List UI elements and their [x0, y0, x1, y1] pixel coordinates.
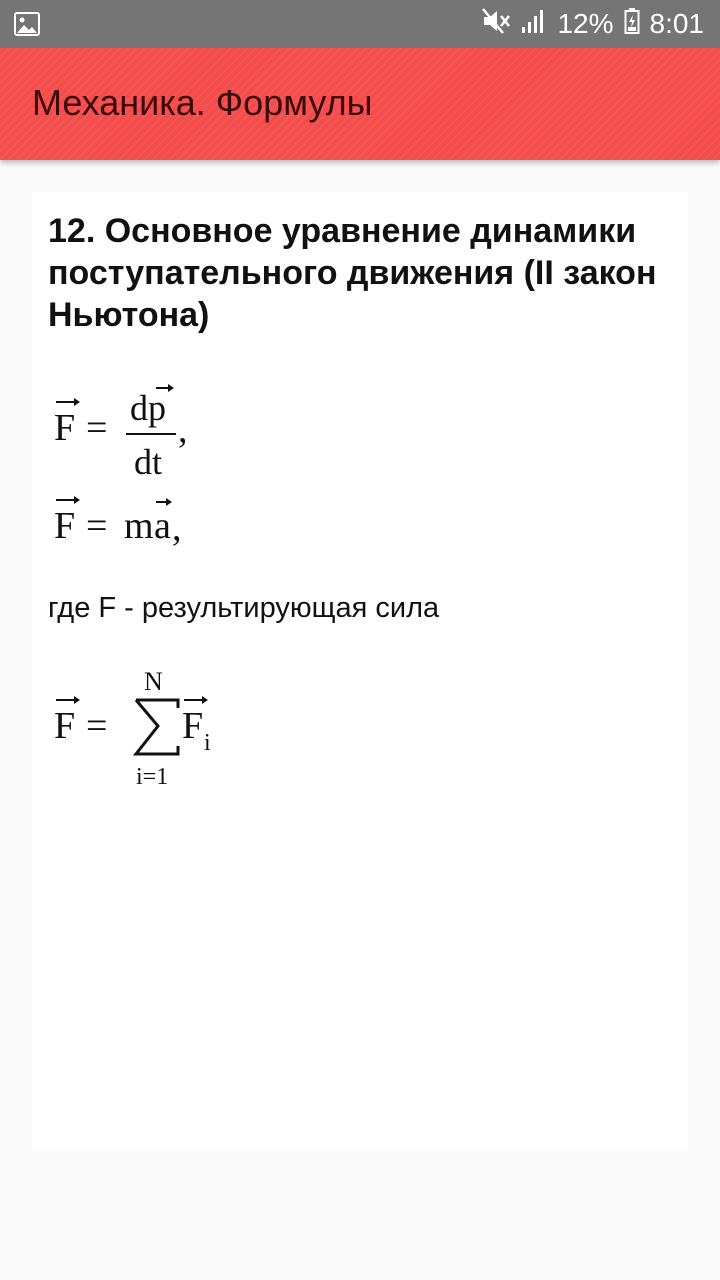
app-bar [0, 48, 720, 160]
formula3-subscript: i [204, 730, 211, 756]
description-text: где F - результирующая сила [48, 592, 440, 624]
formula1-lhs: F [54, 407, 76, 449]
section-heading: 12. Основное уравнение динамики поступательного движения (II закон Ньютона) [48, 212, 657, 334]
app-title: Механика. Формулы [32, 82, 373, 123]
gallery-icon [14, 12, 40, 41]
formula3-eq: = [86, 705, 108, 747]
formula3-lhs: F [54, 705, 76, 747]
formula1-comma: , [178, 409, 188, 451]
formula1-denominator: dt [134, 442, 163, 482]
formula2-mass: m [124, 505, 154, 547]
formula1-eq: = [86, 407, 108, 449]
signal-icon [521, 7, 547, 42]
mute-icon [481, 7, 511, 42]
formula-sum [52, 662, 272, 797]
formula-newton [52, 488, 252, 563]
formula2-eq: = [86, 505, 108, 547]
sigma-icon [136, 700, 178, 754]
formula2-comma: , [172, 507, 182, 549]
content-card [32, 192, 688, 1148]
formula3-lower-limit: i=1 [136, 764, 169, 790]
battery-icon [624, 7, 640, 42]
battery-percent: 12% [557, 8, 614, 39]
status-bar [0, 0, 720, 48]
formula3-term: F [182, 705, 204, 747]
clock: 8:01 [649, 8, 704, 39]
formula3-upper-limit: N [144, 667, 163, 696]
formula2-accel: a [154, 505, 171, 547]
formula-momentum [52, 382, 252, 497]
formula2-lhs: F [54, 505, 76, 547]
formula1-numerator: dp [130, 388, 166, 428]
